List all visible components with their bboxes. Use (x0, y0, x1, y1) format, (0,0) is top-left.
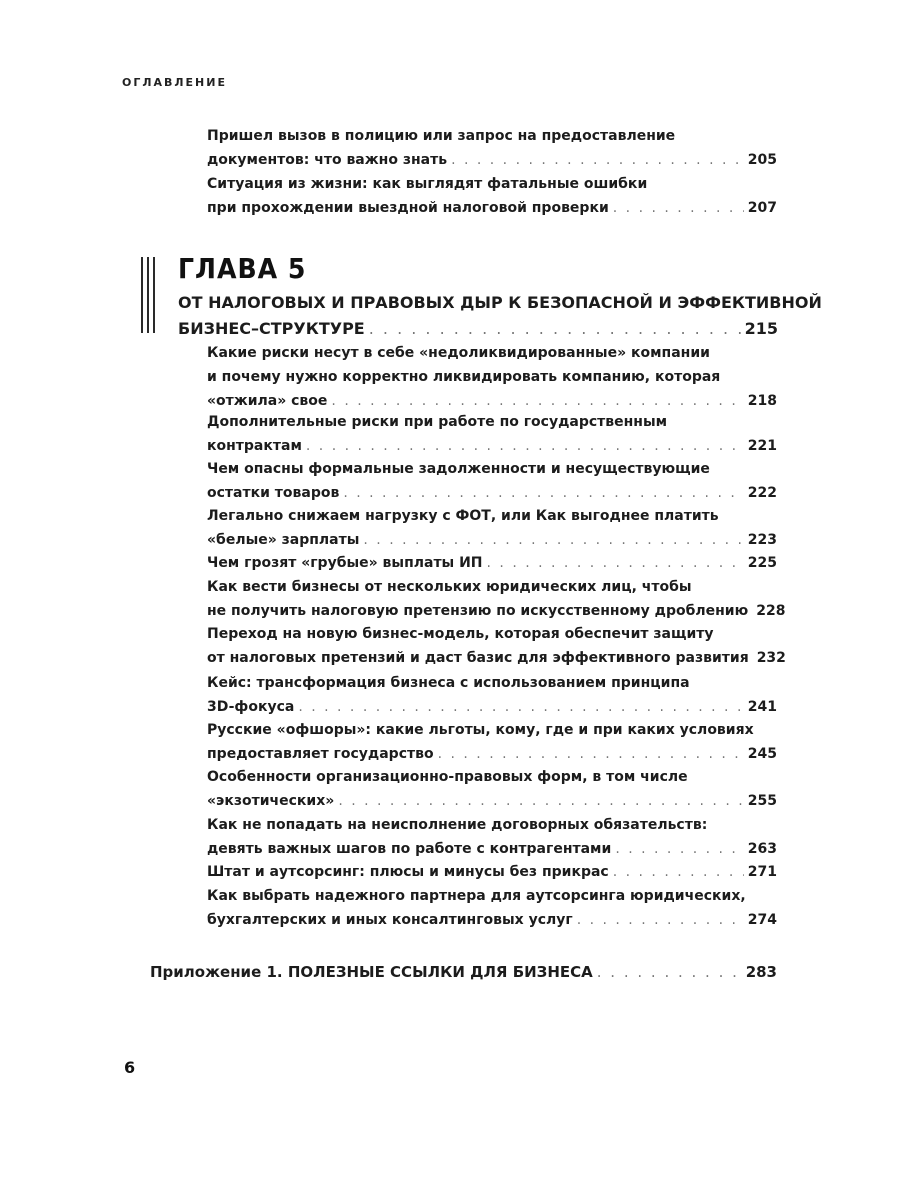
toc-entry-last-line (207, 599, 786, 623)
toc-page-number: 205 (747, 152, 777, 168)
dot-leader (438, 742, 744, 766)
toc-entry-last-line (207, 551, 777, 575)
toc-entry-line: Пришел вызов в полицию или запрос на предоставление (207, 128, 676, 144)
toc-entry[interactable] (207, 884, 777, 932)
toc-entry-last-line (207, 148, 777, 172)
toc-entry-last-line (207, 837, 777, 861)
toc-entry-text: остатки товаров (207, 485, 340, 501)
toc-entry-line: Особенности организационно-правовых форм, в том числе (207, 769, 688, 785)
toc-page-number: 255 (747, 793, 777, 809)
toc-entry-text: от налоговых претензий и даст базис для эффективного развития (207, 650, 749, 666)
toc-entry[interactable] (207, 622, 786, 670)
toc-page-number: 232 (756, 650, 786, 666)
toc-entry-line: Как выбрать надежного партнера для аутсорсинга юридических, (207, 888, 746, 904)
toc-entry-last-line (207, 434, 777, 458)
dot-leader (451, 148, 744, 172)
dot-leader (298, 695, 743, 719)
chapter-decor-bars (141, 257, 165, 333)
toc-page-number: 245 (747, 746, 777, 762)
toc-page-number: 274 (747, 912, 777, 928)
chapter-title-entry[interactable] (178, 290, 822, 342)
toc-entry[interactable] (207, 341, 777, 413)
toc-entry-line: и почему нужно корректно ликвидировать компанию, которая (207, 369, 721, 385)
toc-entry-text: 3D-фокуса (207, 699, 295, 715)
toc-page-number: 207 (747, 200, 777, 216)
toc-entry[interactable] (207, 813, 777, 861)
toc-entry-last-line (207, 481, 777, 505)
toc-page-number: 222 (747, 485, 777, 501)
toc-page-number: 215 (744, 319, 778, 338)
toc-entry[interactable] (207, 765, 777, 813)
toc-entry-text: бухгалтерских и иных консалтинговых услуг (207, 912, 573, 928)
toc-page-number: 223 (747, 532, 777, 548)
toc-page-number: 283 (745, 963, 777, 981)
dot-leader (577, 908, 744, 932)
dot-leader (597, 960, 742, 984)
toc-entry[interactable] (207, 457, 777, 505)
dot-leader (369, 316, 741, 342)
toc-entry-last-line (150, 960, 777, 984)
toc-entry-last-line (207, 789, 777, 813)
chapter-title-line: ОТ НАЛОГОВЫХ И ПРАВОВЫХ ДЫР К БЕЗОПАСНОЙ И ЭФФЕКТИВНОЙ (178, 293, 822, 312)
toc-entry-text: предоставляет государство (207, 746, 434, 762)
toc-appendix-entry[interactable] (150, 960, 777, 984)
toc-entry-text: Чем грозят «грубые» выплаты ИП (207, 555, 483, 571)
toc-entry-line: Кейс: трансформация бизнеса с использованием принципа (207, 675, 690, 691)
toc-entry-text: Приложение 1. ПОЛЕЗНЫЕ ССЫЛКИ ДЛЯ БИЗНЕСА (150, 963, 593, 981)
dot-leader (343, 481, 743, 505)
dot-leader (306, 434, 744, 458)
toc-entry-line: Легально снижаем нагрузку с ФОТ, или Как выгоднее платить (207, 508, 719, 524)
running-head: ОГЛАВЛЕНИЕ (122, 76, 227, 89)
chapter-title-text: БИЗНЕС–СТРУКТУРЕ (178, 319, 365, 338)
toc-entry-text: не получить налоговую претензию по искусственному дроблению (207, 603, 749, 619)
dot-leader (338, 789, 743, 813)
dot-leader (613, 860, 744, 884)
toc-entry-line: Переход на новую бизнес-модель, которая обеспечит защиту (207, 626, 714, 642)
toc-entry[interactable] (207, 860, 777, 884)
toc-entry-text: «отжила» свое (207, 393, 328, 409)
toc-entry-line: Как не попадать на неисполнение договорных обязательств: (207, 817, 708, 833)
toc-page-number: 228 (756, 603, 786, 619)
dot-leader (363, 528, 743, 552)
chapter-label: ГЛАВА 5 (178, 252, 307, 285)
toc-entry-text: девять важных шагов по работе с контрагентами (207, 841, 612, 857)
toc-entry[interactable] (207, 575, 786, 623)
toc-entry-line: Какие риски несут в себе «недоликвидированные» компании (207, 345, 710, 361)
toc-page-number: 221 (747, 438, 777, 454)
toc-entry[interactable] (207, 124, 777, 172)
toc-entry-last-line (207, 646, 786, 670)
toc-entry-last-line (207, 196, 777, 220)
toc-entry-last-line (207, 528, 777, 552)
toc-entry-text: Штат и аутсорсинг: плюсы и минусы без прикрас (207, 864, 609, 880)
toc-page-number: 225 (747, 555, 777, 571)
dot-leader (613, 196, 744, 220)
toc-entry[interactable] (207, 172, 777, 220)
toc-entry[interactable] (207, 671, 777, 719)
toc-entry[interactable] (207, 504, 777, 552)
toc-entry-line: Как вести бизнесы от нескольких юридических лиц, чтобы (207, 579, 692, 595)
toc-entry-last-line (207, 908, 777, 932)
chapter-title-last-line (178, 316, 778, 342)
toc-entry[interactable] (207, 551, 777, 575)
toc-page-number: 271 (747, 864, 777, 880)
toc-entry-last-line (207, 860, 777, 884)
dot-leader (615, 837, 743, 861)
toc-page-number: 263 (747, 841, 777, 857)
toc-entry-text: «экзотических» (207, 793, 335, 809)
toc-entry-text: при прохождении выездной налоговой проверки (207, 200, 609, 216)
dot-leader (487, 551, 744, 575)
toc-entry-line: Чем опасны формальные задолженности и несуществующие (207, 461, 710, 477)
folio-page-number: 6 (124, 1058, 136, 1077)
toc-entry-text: контрактам (207, 438, 302, 454)
toc-entry-text: «белые» зарплаты (207, 532, 360, 548)
toc-entry-text: документов: что важно знать (207, 152, 448, 168)
toc-entry-line: Дополнительные риски при работе по государственным (207, 414, 668, 430)
toc-entry-last-line (207, 742, 777, 766)
toc-entry-last-line (207, 695, 777, 719)
toc-entry-line: Ситуация из жизни: как выглядят фатальные ошибки (207, 176, 648, 192)
toc-entry[interactable] (207, 718, 777, 766)
toc-page-number: 241 (747, 699, 777, 715)
toc-page-number: 218 (747, 393, 777, 409)
toc-entry-line: Русские «офшоры»: какие льготы, кому, где и при каких условиях (207, 722, 754, 738)
toc-entry[interactable] (207, 410, 777, 458)
